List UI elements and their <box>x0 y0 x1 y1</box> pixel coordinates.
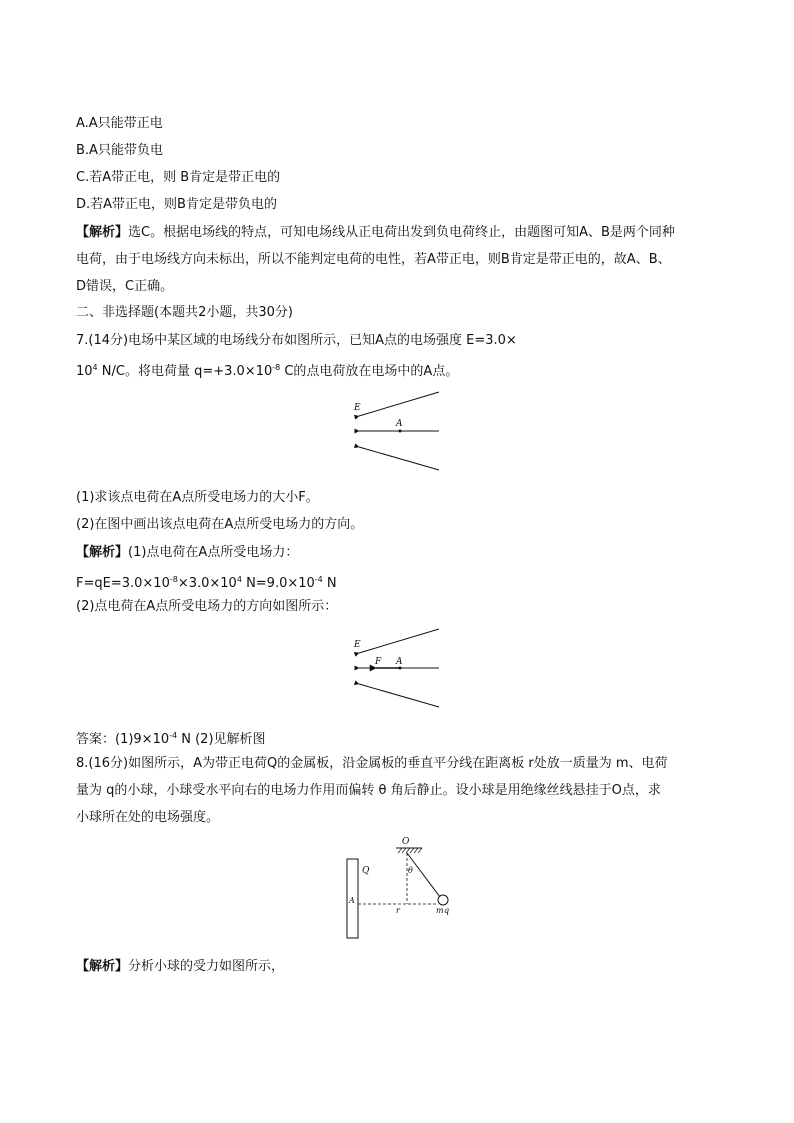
charged-ball <box>438 895 448 905</box>
label-a: A <box>396 657 403 667</box>
q6-analysis-line3: D错误，C正确。 <box>76 279 174 294</box>
label-r: r <box>396 906 400 915</box>
q7-sub1: (1)求该点电荷在A点所受电场力的大小F。 <box>76 490 319 505</box>
option-b: B.A只能带负电 <box>76 143 163 158</box>
q6-analysis-line2: 电荷，由于电场线方向未标出，所以不能判定电荷的电性，若A带正电，则B肯定是带正电的，故A、B、 <box>76 252 671 267</box>
option-c: C.若A带正电，则 B肯定是带正电的 <box>76 170 281 185</box>
q8-line3: 小球所在处的电场强度。 <box>76 810 220 825</box>
label-theta: θ <box>408 866 413 875</box>
q7-answer <box>76 727 266 749</box>
q7-line2 <box>76 359 458 381</box>
answer-a: 答案：(1)9×10 <box>76 732 170 747</box>
field-line-bottom <box>359 447 439 470</box>
field-line-top <box>359 629 439 653</box>
label-q-charge: Q <box>362 866 370 876</box>
q7-line1: 7.(14分)电场中某区域的电场线分布如图所示，已知A点的电场强度 E=3.0× <box>76 333 517 348</box>
field-line-bottom <box>359 684 439 707</box>
q7-analysis-line1 <box>76 544 298 562</box>
formula-a: F=qE=3.0×10 <box>76 576 170 591</box>
label-o: O <box>402 837 410 847</box>
q8-analysis <box>76 958 284 976</box>
q8-analysis-text: 分析小球的受力如图所示， <box>128 959 285 974</box>
point-a-dot <box>399 430 402 433</box>
formula-exp2: 4 <box>236 575 242 584</box>
option-a: A.A只能带正电 <box>76 116 163 131</box>
label-plate-a: A <box>349 896 355 905</box>
analysis-marker: 【解析】 <box>76 545 129 560</box>
q6-analysis-text1: 选C。根据电场线的特点，可知电场线从正电荷出发到负电荷终止，由题图可知A、B是两个同种 <box>128 225 675 240</box>
formula-d: N <box>322 576 337 591</box>
q7-formula <box>76 571 337 593</box>
q6-analysis-line1 <box>76 224 675 242</box>
section2-heading: 二、非选择题(本题共2小题，共30分) <box>76 305 293 320</box>
field-lines-figure-2 <box>350 625 446 713</box>
field-lines-figure-1 <box>350 388 446 476</box>
answer-exp: -4 <box>169 731 178 740</box>
label-e: E <box>354 403 361 413</box>
q7-line2-c: C的点电荷放在电场中的A点。 <box>280 364 459 379</box>
q7-line2-exp2: -8 <box>272 363 281 372</box>
q7-line2-exp1: 4 <box>92 363 98 372</box>
label-m: m <box>436 906 444 915</box>
formula-exp1: -8 <box>169 575 178 584</box>
label-q-ball: q <box>444 906 450 915</box>
answer-b: N (2)见解析图 <box>177 732 266 747</box>
option-d: D.若A带正电，则B肯定是带负电的 <box>76 197 277 212</box>
ceiling-hatching <box>398 848 422 853</box>
q8-line1: 8.(16分)如图所示，A为带正电荷Q的金属板，沿金属板的垂直平分线在距离板 r处放一质量为 m、电荷 <box>76 756 668 771</box>
q7-analysis-line3: (2)点电荷在A点所受电场力的方向如图所示： <box>76 599 338 614</box>
label-a: A <box>396 419 403 429</box>
field-line-top <box>359 392 439 416</box>
plate-pendulum-figure <box>340 832 460 944</box>
q7-sub2: (2)在图中画出该点电荷在A点所受电场力的方向。 <box>76 517 364 532</box>
analysis-marker: 【解析】 <box>76 225 129 240</box>
label-e: E <box>354 640 361 650</box>
label-f: F <box>375 657 382 667</box>
q8-line2: 量为 q的小球，小球受水平向右的电场力作用而偏转 θ 角后静止。设小球是用绝缘丝线悬挂于O点，求 <box>76 783 661 798</box>
formula-b: ×3.0×10 <box>177 576 237 591</box>
q7-line2-b: N/C。将电荷量 q=+3.0×10 <box>97 364 273 379</box>
formula-exp3: -4 <box>314 575 323 584</box>
q7-line2-a: 10 <box>76 364 93 379</box>
q7-analysis-text1: (1)点电荷在A点所受电场力： <box>128 545 299 560</box>
analysis-marker: 【解析】 <box>76 959 129 974</box>
formula-c: N=9.0×10 <box>241 576 315 591</box>
suspension-thread <box>407 853 440 897</box>
